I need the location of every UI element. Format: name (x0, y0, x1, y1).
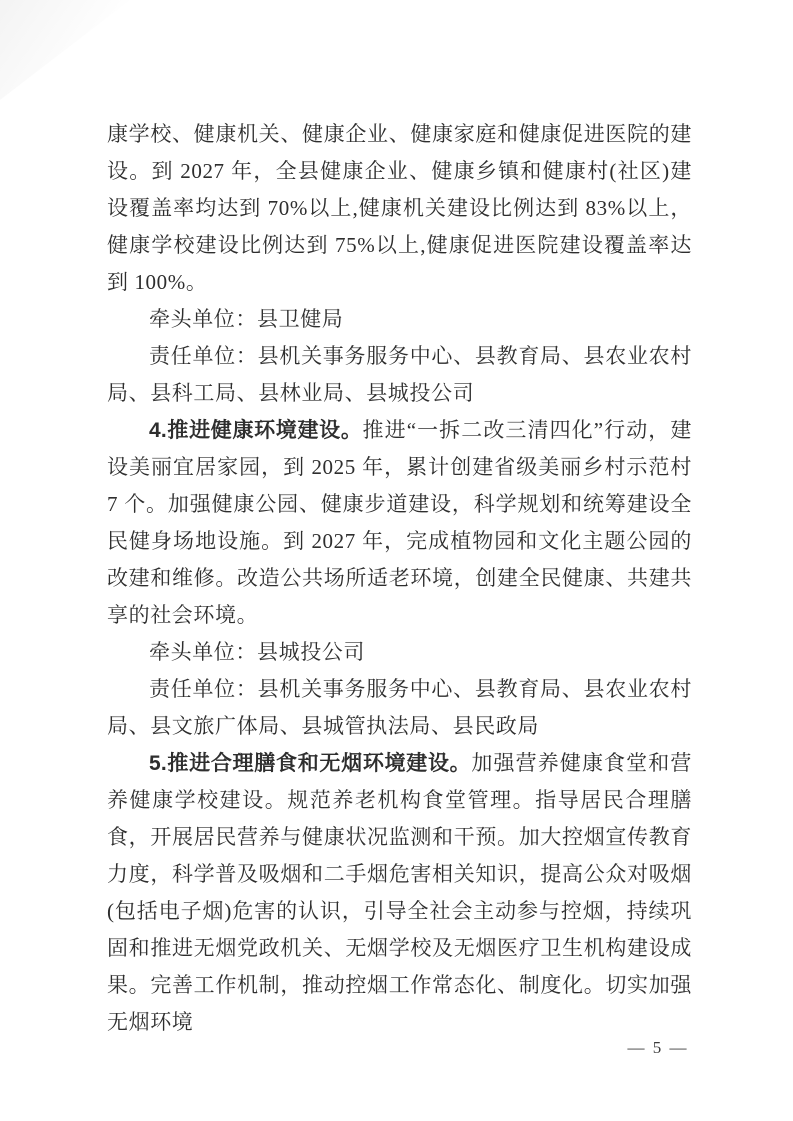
section-lead-bold: 4.推进健康环境建设。 (149, 419, 363, 442)
lead-unit-line-2 (107, 634, 692, 671)
responsible-unit-line-1 (107, 338, 692, 412)
paragraph-text: 牵头单位：县城投公司 (149, 640, 365, 664)
paragraph-text: 推进“一拆二改三清四化”行动，建设美丽宜居家园，到 2025 年，累计创建省级美丽乡村示范村 7 个。加强健康公园、健康步道建设，科学规划和统筹建设全民健身场地设施。到 2027 年，完成植物园和文化主题公园的改建和维修。改造公共场所适老环境，创建全民健康、共建共享的社会环境。 (107, 418, 692, 627)
paragraph-text: 责任单位：县机关事务服务中心、县教育局、县农业农村局、县文旅广体局、县城管执法局、县民政局 (107, 677, 692, 738)
section-lead-bold: 5.推进合理膳食和无烟环境建设。 (149, 752, 472, 775)
scan-corner-artifact (0, 0, 130, 100)
paragraph-text: 康学校、健康机关、健康企业、健康家庭和健康促进医院的建设。到 2027 年，全县健康企业、健康乡镇和健康村(社区)建设覆盖率均达到 70%以上,健康机关建设比例达到 83%以上，健康学校建设比例达到 75%以上,健康促进医院建设覆盖率达到 100%。 (107, 122, 692, 294)
paragraph-health-cells-continuation (107, 116, 692, 301)
lead-unit-line-1 (107, 301, 692, 338)
paragraph-item-4-environment (107, 412, 692, 634)
paragraph-text: 加强营养健康食堂和营养健康学校建设。规范养老机构食堂管理。指导居民合理膳食，开展居民营养与健康状况监测和干预。加大控烟宣传教育力度，科学普及吸烟和二手烟危害相关知识，提高公众对吸烟(包括电子烟)危害的认识，引导全社会主动参与控烟，持续巩固和推进无烟党政机关、无烟学校及无烟医疗卫生机构建设成果。完善工作机制，推动控烟工作常态化、制度化。切实加强无烟环境 (107, 751, 692, 1034)
paragraph-text: 责任单位：县机关事务服务中心、县教育局、县农业农村局、县科工局、县林业局、县城投公司 (107, 344, 692, 405)
page-number: — 5 — (627, 1038, 689, 1057)
paragraph-text: 牵头单位：县卫健局 (149, 307, 344, 331)
paragraph-item-5-diet-smokefree (107, 745, 692, 1041)
document-body (107, 116, 692, 1041)
responsible-unit-line-2 (107, 671, 692, 745)
